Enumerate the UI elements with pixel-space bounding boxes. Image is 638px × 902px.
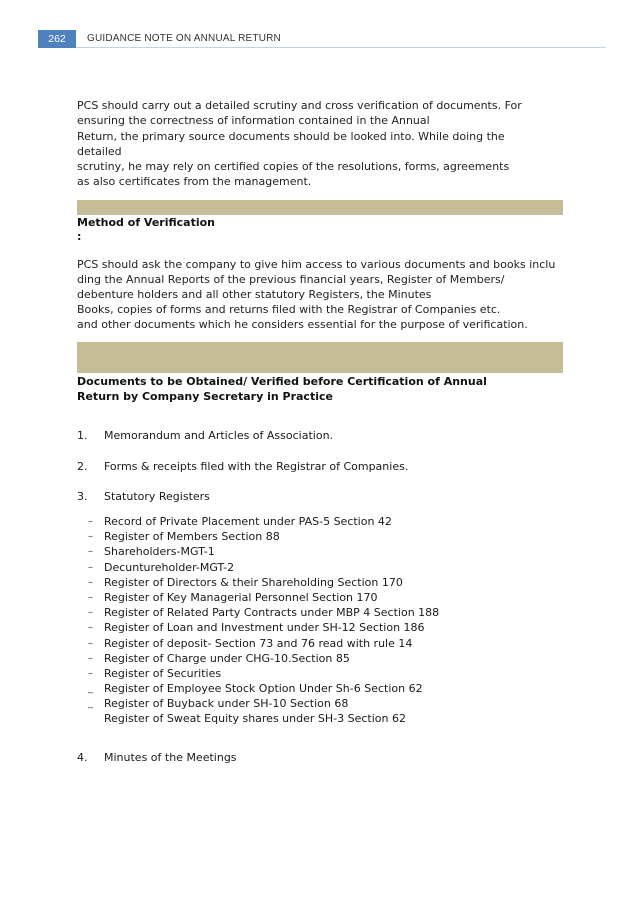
register-label: Register of Charge under CHG-10.Section 85 <box>104 651 350 665</box>
dash-marker: _ <box>88 698 93 710</box>
register-label: Register of Buyback under SH-10 Section 68 <box>104 697 349 711</box>
method-heading: Method of Verification <box>77 216 216 229</box>
method-line: Books, copies of forms and returns filed with the Registrar of Companies etc. <box>77 303 501 316</box>
intro-line: Return, the primary source documents should be looked into. While doing the <box>77 130 505 143</box>
item-number: 3. <box>77 490 88 503</box>
register-label: Register of deposit- Section 73 and 76 read with rule 14 <box>104 636 413 650</box>
register-label: Register of Directors & their Shareholding Section 170 <box>104 575 403 589</box>
dash-marker: _ <box>88 683 93 695</box>
dash-marker: – <box>88 667 93 679</box>
register-label: Register of Loan and Investment under SH-12 Section 186 <box>104 621 425 635</box>
item-number: 1. <box>77 429 88 442</box>
dash-marker: – <box>88 637 93 649</box>
header-rule <box>76 47 606 48</box>
dash-marker: – <box>88 516 93 527</box>
list-item <box>77 459 408 474</box>
register-label: Record of Private Placement under PAS-5 Section 42 <box>104 515 392 528</box>
intro-line: scrutiny, he may rely on certified copies of the resolutions, forms, agreements <box>77 160 510 173</box>
dash-marker: – <box>88 622 93 634</box>
register-label: Register of Related Party Contracts under MBP 4 Section 188 <box>104 606 440 620</box>
register-label: Register of Sweat Equity shares under SH-3 Section 62 <box>104 712 406 726</box>
intro-line: PCS should carry out a detailed scrutiny and cross verification of documents. For <box>77 99 522 112</box>
documents-heading: Documents to be Obtained/ Verified before Certification of Annual <box>77 375 487 388</box>
intro-line: detailed <box>77 145 122 158</box>
dash-marker: – <box>88 561 93 573</box>
method-line: PCS should ask the company to give him access to various documents and books inclu <box>77 258 556 271</box>
dash-marker: – <box>88 546 93 558</box>
item-label: Minutes of the Meetings <box>104 751 237 764</box>
register-label: Register of Securities <box>104 666 222 680</box>
header-title: GUIDANCE NOTE ON ANNUAL RETURN <box>87 33 281 44</box>
register-label: Decuntureholder-MGT-2 <box>104 560 235 574</box>
register-label: Shareholders-MGT-1 <box>104 545 215 559</box>
method-line: ding the Annual Reports of the previous financial years, Register of Members/ <box>77 273 505 286</box>
documents-heading: Return by Company Secretary in Practice <box>77 390 333 403</box>
dash-marker: – <box>88 591 93 603</box>
item-label: Forms & receipts filed with the Registrar of Companies. <box>104 460 409 473</box>
list-item <box>77 428 333 443</box>
page-header <box>0 30 638 48</box>
intro-line: ensuring the correctness of information contained in the Annual <box>77 114 430 127</box>
dash-marker: – <box>88 607 93 619</box>
register-label: Register of Members Section 88 <box>104 530 280 544</box>
list-item <box>77 750 237 765</box>
page-number: 262 <box>38 30 76 48</box>
register-label: Register of Key Managerial Personnel Section 170 <box>104 590 378 604</box>
dash-marker: – <box>88 576 93 588</box>
section-bar <box>77 342 563 373</box>
method-line: and other documents which he considers essential for the purpose of verification. <box>77 318 528 331</box>
item-number: 4. <box>77 751 88 764</box>
section-bar <box>77 200 563 215</box>
item-label: Memorandum and Articles of Association. <box>104 429 334 442</box>
register-label: Register of Employee Stock Option Under Sh-6 Section 62 <box>104 682 423 696</box>
item-number: 2. <box>77 460 88 473</box>
intro-line: as also certificates from the management. <box>77 175 312 188</box>
method-line: debenture holders and all other statutory Registers, the Minutes <box>77 288 432 301</box>
dash-marker: – <box>88 531 93 543</box>
item-label: Statutory Registers <box>104 490 210 503</box>
list-item <box>77 489 210 504</box>
dash-marker: – <box>88 652 93 664</box>
method-heading-colon: : <box>77 230 82 243</box>
